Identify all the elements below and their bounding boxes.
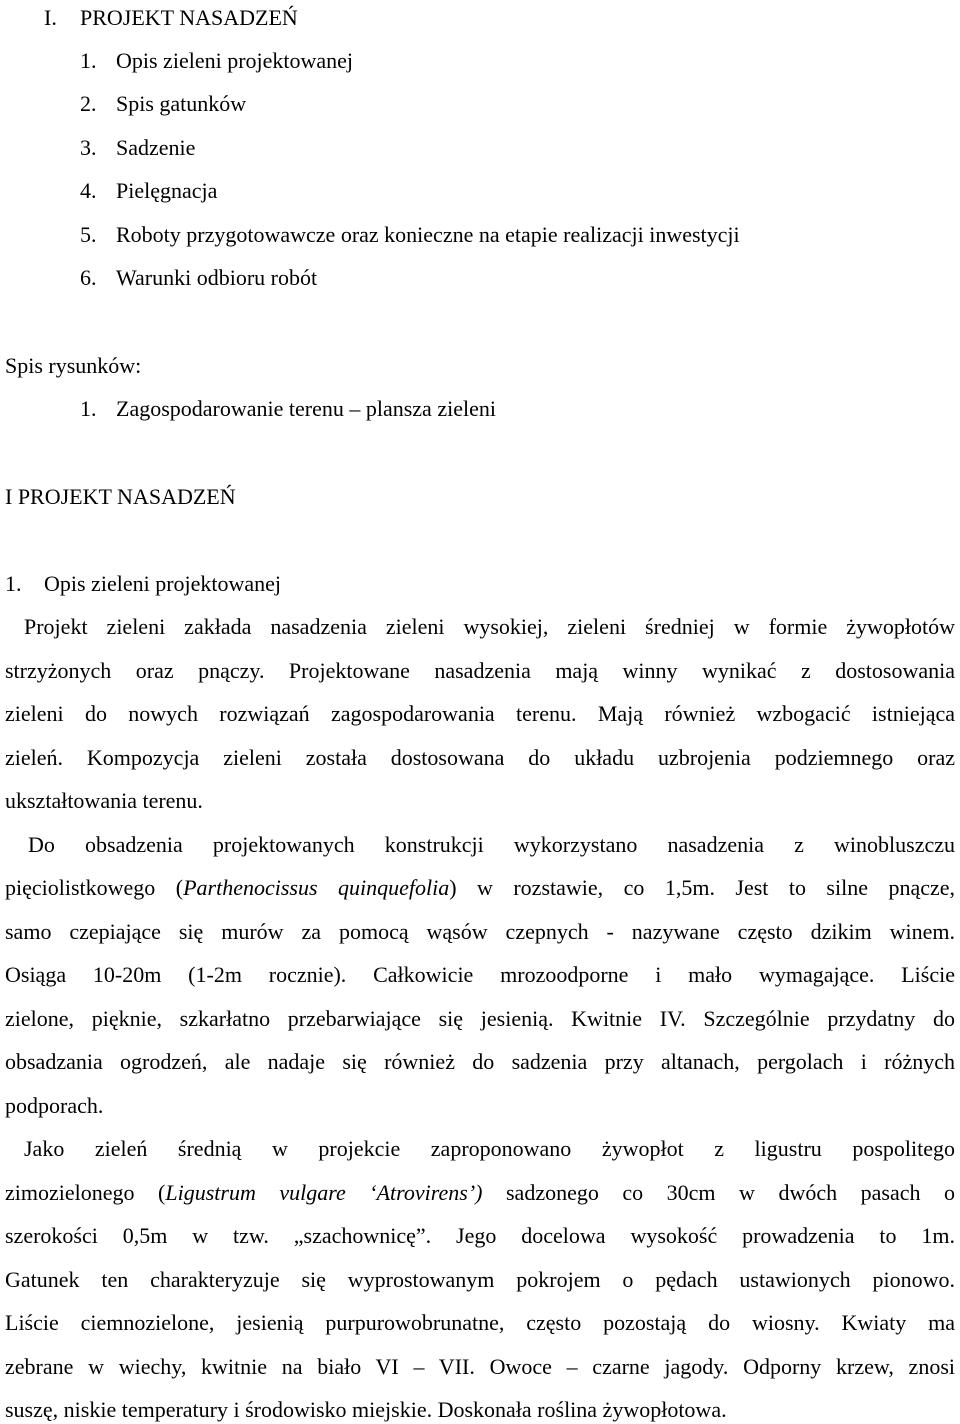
paragraph-line: Projekt zieleni zakłada nasadzenia zieleni wysokiej, zieleni średniej w formie żywopłotów xyxy=(24,614,955,639)
paragraph-line: strzyżonych oraz pnączy. Projektowane nasadzenia mają winny wynikać z dostosowania xyxy=(5,658,955,683)
toc-item-number: 4. xyxy=(80,178,97,203)
paragraph-text: zimozielonego ( xyxy=(5,1180,166,1205)
toc-item-label: Sadzenie xyxy=(116,135,196,160)
paragraph-line: ukształtowania terenu. xyxy=(5,788,203,813)
paragraph-line: zieleń. Kompozycja zieleni została dostosowana do układu uzbrojenia podziemnego oraz xyxy=(5,745,955,770)
paragraph-line: Do obsadzenia projektowanych konstrukcji wykorzystano nasadzenia z winobluszczu xyxy=(28,832,955,857)
paragraph-line: zieleni do nowych rozwiązań zagospodarowania terenu. Mają również wzbogacić istniejąca xyxy=(5,701,955,726)
paragraph-line xyxy=(5,875,955,901)
toc-item-number: 2. xyxy=(80,91,97,116)
toc-item-number: 5. xyxy=(80,222,97,247)
paragraph-line: Liście ciemnozielone, jesienią purpurowobrunatne, często pozostają do wiosny. Kwiaty ma xyxy=(5,1310,955,1335)
paragraph-line: szerokości 0,5m w tzw. „szachownicę”. Jego docelowa wysokość prowadzenia to 1m. xyxy=(5,1223,955,1248)
paragraph-line: Gatunek ten charakteryzuje się wyprostowanym pokrojem o pędach ustawionych pionowo. xyxy=(5,1267,955,1292)
toc-heading: PROJEKT NASADZEŃ xyxy=(80,5,298,30)
subsection-number: 1. xyxy=(5,571,22,596)
section-title: I PROJEKT NASADZEŃ xyxy=(5,484,236,509)
paragraph-line: podporach. xyxy=(5,1093,104,1118)
paragraph-line xyxy=(5,1180,955,1206)
drawing-item-label: Zagospodarowanie terenu – plansza zieleni xyxy=(116,396,496,421)
toc-item-label: Opis zieleni projektowanej xyxy=(116,48,354,73)
toc-item-number: 1. xyxy=(80,48,97,73)
toc-item-label: Spis gatunków xyxy=(116,91,247,116)
paragraph-line: zielone, pięknie, szkarłatno przebarwiające się jesienią. Kwitnie IV. Szczególnie przydatny do xyxy=(5,1006,955,1031)
paragraph-line: obsadzania ogrodzeń, ale nadaje się również do sadzenia przy altanach, pergolach i różnych xyxy=(5,1049,955,1074)
paragraph-line: Osiąga 10-20m (1-2m rocznie). Całkowicie mrozoodporne i mało wymagające. Liście xyxy=(5,962,955,987)
paragraph-text: sadzonego co 30cm w dwóch pasach o xyxy=(482,1180,955,1205)
paragraph-text: ) w rozstawie, co 1,5m. Jest to silne pnącze, xyxy=(449,875,956,900)
paragraph-text: pięciolistkowego ( xyxy=(5,875,184,900)
paragraph-line: samo czepiające się murów za pomocą wąsów czepnych - nazywane często dzikim winem. xyxy=(5,919,955,944)
toc-heading-number: I. xyxy=(44,5,57,30)
paragraph-line: Jako zieleń średnią w projekcie zaproponowano żywopłot z ligustru pospolitego xyxy=(24,1136,955,1161)
species-name: Ligustrum vulgare ‘Atrovirens’) xyxy=(165,1180,483,1205)
toc-item-label: Roboty przygotowawcze oraz konieczne na etapie realizacji inwestycji xyxy=(116,222,740,247)
toc-item-number: 6. xyxy=(80,265,97,290)
drawing-item-number: 1. xyxy=(80,396,97,421)
toc-item-label: Pielęgnacja xyxy=(116,178,218,203)
species-name: Parthenocissus quinquefolia xyxy=(183,875,450,900)
paragraph-line: suszę, niskie temperatury i środowisko miejskie. Doskonała roślina żywopłotowa. xyxy=(5,1397,727,1422)
paragraph-line: zebrane w wiechy, kwitnie na biało VI – VII. Owoce – czarne jagody. Odporny krzew, znosi xyxy=(5,1354,955,1379)
toc-item-number: 3. xyxy=(80,135,97,160)
subsection-title: Opis zieleni projektowanej xyxy=(44,571,282,596)
toc-item-label: Warunki odbioru robót xyxy=(116,265,318,290)
drawings-heading: Spis rysunków: xyxy=(5,353,142,378)
